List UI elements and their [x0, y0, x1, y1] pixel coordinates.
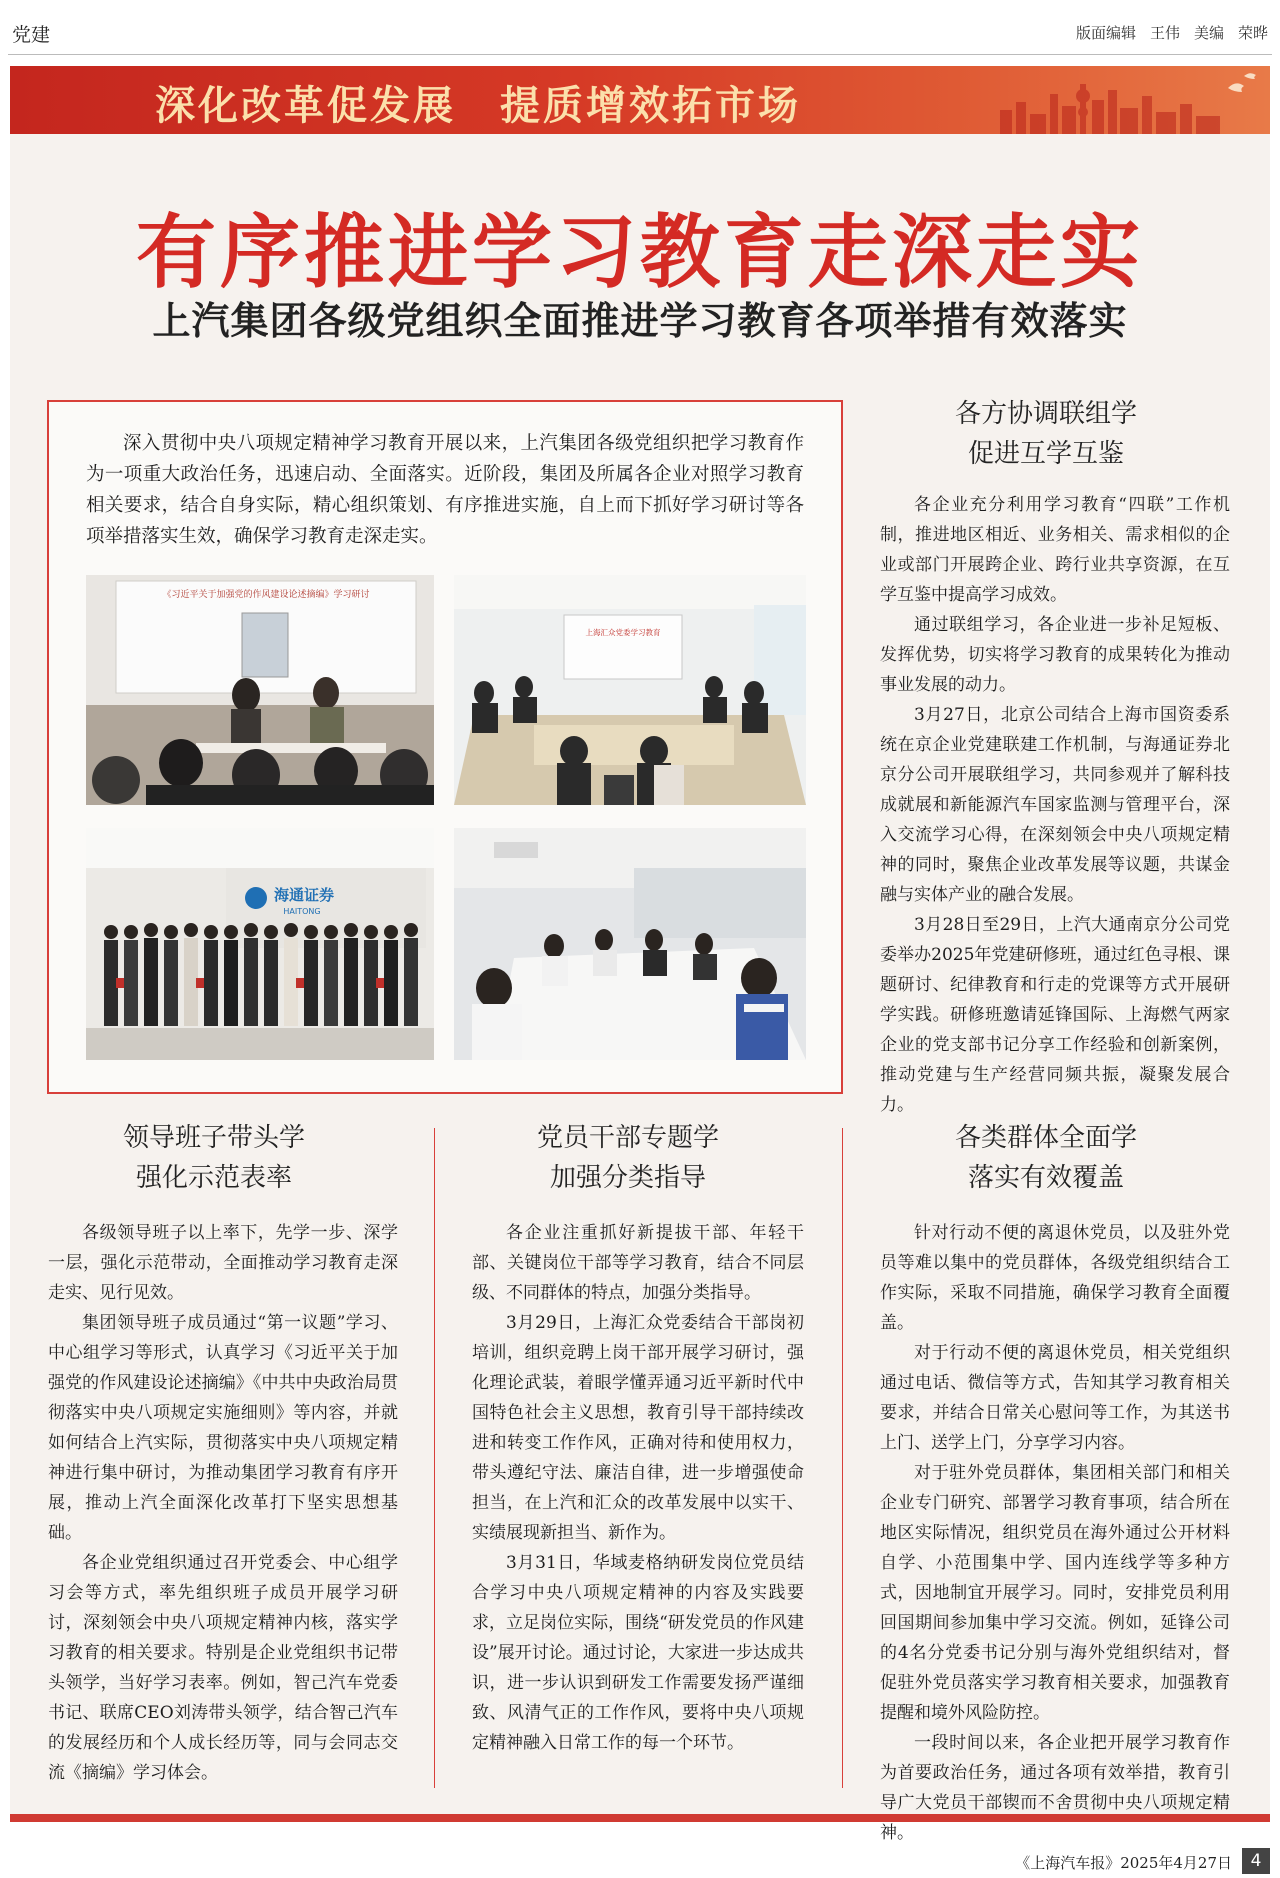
section-name: 党建 — [12, 24, 51, 46]
photo3-sign-cn: 海通证券 — [273, 886, 335, 904]
paragraph: 对于驻外党员群体，集团相关部门和相关企业专门研究、部署学习教育事项，结合所在地区实际情况，组织党员在海外通过公开材料自学、小范围集中学、国内连线学等多种方式，因地制宜开展学习。同时，安排党员利用回国期间参加集中学习交流。例如，延锋公司的4名分党委书记分别与海外党组织结对，督促驻外党员落实学习教育相关要求，加强教育提醒和境外风险防控。 — [880, 1463, 1230, 1723]
paragraph: 一段时间以来，各企业把开展学习教育作为首要政治任务，通过各项有效举措，教育引导广大党员干部锲而不舍贯彻中央八项规定精神。 — [880, 1733, 1230, 1843]
paragraph: 3月31日，华域麦格纳研发岗位党员结合学习中央八项规定精神的内容及实践要求，立足岗位实际，围绕“研发党员的作风建设”展开讨论。通过讨论，大家进一步达成共识，进一步认识到研发工作需要发扬严谨细致、风清气正的工作作风，要将中央八项规定精神融入日常工作的每一个环节。 — [472, 1553, 804, 1753]
subheadline: 上汽集团各级党组织全面推进学习教育各项举措有效落实 — [152, 299, 1128, 343]
text-leaders — [48, 1218, 398, 1788]
text-groups — [880, 1218, 1230, 1848]
photo2-screen-text: 上海汇众党委学习教育 — [585, 628, 661, 637]
heading-collab — [858, 394, 1234, 474]
editor-credits — [1076, 22, 1268, 43]
banner-slogan — [155, 74, 801, 131]
paragraph: 对于行动不便的离退休党员，相关党组织通过电话、微信等方式，告知其学习教育相关要求，并结合日常关心慰问等工作，为其送书上门、送学上门，分享学习内容。 — [880, 1343, 1230, 1453]
paragraph: 各级领导班子以上率下，先学一步、深学一层，强化示范带动，全面推动学习教育走深走实、见行见效。 — [48, 1223, 398, 1303]
heading-cadres — [458, 1118, 798, 1198]
skyline-graphic — [970, 66, 1270, 134]
photo1-screen-text: 《习近平关于加强党的作风建设论述摘编》学习研讨 — [162, 590, 370, 600]
heading-leaders-line1: 领导班子带头学 — [122, 1123, 305, 1153]
paragraph: 各企业注重抓好新提拔干部、年轻干部、关键岗位干部等学习教育，结合不同层级、不同群体的特点，加强分类指导。 — [472, 1223, 804, 1303]
text-collab — [880, 490, 1230, 1120]
heading-cadres-line1: 党员干部专题学 — [536, 1123, 719, 1153]
heading-leaders-line2: 强化示范表率 — [135, 1163, 292, 1193]
editor-name: 王伟 — [1149, 24, 1180, 42]
column-divider — [434, 1128, 435, 1788]
paragraph: 3月29日，上海汇众党委结合干部岗初培训，组织竞聘上岗干部开展学习研讨，强化理论武装，着眼学懂弄通习近平新时代中国特色社会主义思想，教育引导干部持续改进和转变工作作风，正确对待和使用权力，带头遵纪守法、廉洁自律，进一步增强使命担当，在上汽和汇众的改革发展中以实干、实绩展现新担当、新作为。 — [472, 1313, 804, 1543]
photo3-sign-en: HAITONG — [283, 907, 321, 916]
photo-cadre-seminar — [454, 575, 806, 805]
heading-collab-line2: 促进互学互鉴 — [967, 439, 1124, 469]
bottom-rule — [10, 1814, 1270, 1822]
paragraph: 针对行动不便的离退休党员，以及驻外党员等难以集中的党员群体，各级党组织结合工作实际，采取不同措施，确保学习教育全面覆盖。 — [880, 1223, 1230, 1333]
footer-paper-date: 《上海汽车报》2025年4月27日 — [1015, 1854, 1232, 1872]
paragraph: 各企业充分利用学习教育“四联”工作机制，推进地区相近、业务相关、需求相似的企业或部门开展跨企业、跨行业共享资源，在互学互鉴中提高学习成效。 — [880, 495, 1230, 605]
column-divider — [842, 1128, 843, 1788]
paragraph: 3月28日至29日，上汽大通南京分公司党委举办2025年党建研修班，通过红色寻根、课题研讨、纪律教育和行走的党课等方式开展研学实践。研修班邀请延锋国际、上海燃气两家企业的党支部书记分享工作经验和创新案例，推动党建与生产经营同频共振，凝聚发展合力。 — [880, 915, 1230, 1115]
top-rule — [8, 54, 1272, 55]
paragraph: 集团领导班子成员通过“第一议题”学习、中心组学习等形式，认真学习《习近平关于加强党的作风建设论述摘编》《中共中央政治局贯彻落实中央八项规定实施细则》等内容，并就如何结合上汽实际，贯彻落实中央八项规定精神进行集中研讨，为推动集团学习教育有序开展，推动上汽全面深化改革打下坚实思想基础。 — [48, 1313, 398, 1543]
paragraph: 通过联组学习，各企业进一步补足短板、发挥优势，切实将学习教育的成果转化为推动事业发展的动力。 — [880, 615, 1230, 695]
text-cadres — [472, 1218, 804, 1758]
paragraph: 各企业党组织通过召开党委会、中心组学习会等方式，率先组织班子成员开展学习研讨，深刻领会中央八项规定精神内核，落实学习教育的相关要求。特别是企业党组织书记带头领学，当好学习表率。例如，智己汽车党委书记、联席CEO刘涛带头领学，结合智己汽车的发展经历和个人成长经历等，同与会同志交流《摘编》学习体会。 — [48, 1553, 398, 1783]
photo-rd-discussion — [454, 828, 806, 1060]
intro-paragraph: 深入贯彻中央八项规定精神学习教育开展以来，上汽集团各级党组织把学习教育作为一项重大政治任务，迅速启动、全面落实。近阶段，集团及所属各企业对照学习教育相关要求，结合自身实际，精心组织策划、有序推进实施，自上而下抓好学习研讨等各项举措落实生效，确保学习教育走深走实。 — [86, 433, 804, 547]
heading-cadres-line2: 加强分类指导 — [549, 1163, 706, 1193]
slogan-left: 深化改革促发展 — [155, 83, 456, 129]
heading-groups-line2: 落实有效覆盖 — [967, 1163, 1124, 1193]
paragraph: 3月27日，北京公司结合上海市国资委系统在京企业党建联建工作机制，与海通证券北京分公司开展联组学习，共同参观并了解科技成就展和新能源汽车国家监测与管理平台，深入交流学习心得，在深刻领会中央八项规定精神的同时，聚焦企业改革发展等议题，共谋金融与实体产业的融合发展。 — [880, 705, 1230, 905]
heading-collab-line1: 各方协调联组学 — [954, 399, 1137, 429]
designer-name: 荣晔 — [1237, 24, 1268, 42]
page-number: 4 — [1242, 1848, 1270, 1874]
heading-leaders — [44, 1118, 384, 1198]
slogan-banner — [10, 66, 1270, 134]
photo-joint-study-group — [86, 828, 434, 1060]
photo-leadership-study — [86, 575, 434, 805]
editor-label: 版面编辑 — [1075, 24, 1136, 42]
main-headline: 有序推进学习教育走深走实 — [136, 206, 1144, 299]
heading-groups — [858, 1118, 1234, 1198]
heading-groups-line1: 各类群体全面学 — [954, 1123, 1137, 1153]
designer-label: 美编 — [1193, 24, 1224, 42]
slogan-right: 提质增效拓市场 — [500, 83, 801, 129]
